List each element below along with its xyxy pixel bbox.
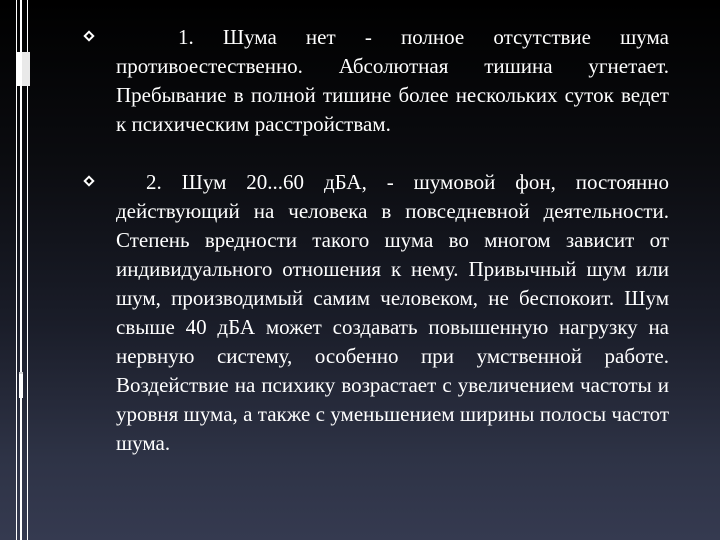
- bullet-paragraph-2: 2. Шум 20...60 дБА, - шумовой фон, постоянно действующий на человека в повседневной деятельности. Степень вредности такого шума во многом зависит от индивидуального отношения к нему. Привычный шум или шум, производимый самим человеком, не беспокоит. Шум свыше 40 дБА может создавать повышенную нагрузку на нервную систему, особенно при умственной работе. Воздействие на психику возрастает с увеличением частоты и уровня шума, а также с уменьшением ширины полосы частот шума.: [116, 170, 669, 455]
- bullet-paragraph-1: 1. Шума нет - полное отсутствие шума противоестественно. Абсолютная тишина угнетает. Пребывание в полной тишине более нескольких суток ведет к психическим расстройствам.: [116, 25, 669, 136]
- bullet-diamond-icon: [83, 30, 94, 41]
- bullet-diamond-icon: [83, 175, 94, 186]
